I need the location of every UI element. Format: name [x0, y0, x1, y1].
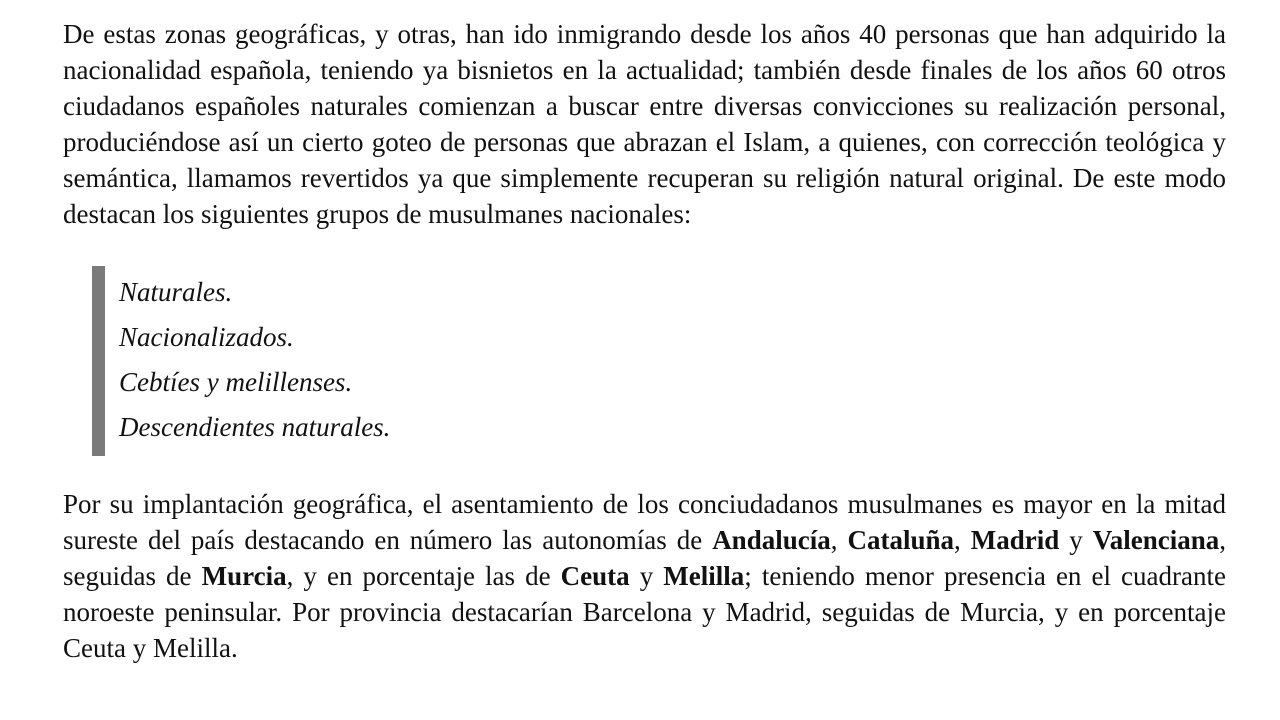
region-andalucia: Andalucía — [712, 525, 831, 555]
paragraph-text: y — [629, 561, 664, 591]
region-valenciana: Valenciana — [1092, 525, 1220, 555]
list-item: Naturales. — [119, 277, 233, 307]
paragraph-text: , — [954, 525, 971, 555]
region-melilla: Melilla — [663, 561, 745, 591]
region-murcia: Murcia — [201, 561, 287, 591]
groups-list — [92, 266, 1226, 456]
region-cataluna: Cataluña — [847, 525, 954, 555]
list-item: Descendientes naturales. — [119, 412, 391, 442]
paragraph-text: , — [830, 525, 848, 555]
list-item: Cebtíes y melillenses. — [119, 367, 353, 397]
region-ceuta: Ceuta — [560, 561, 630, 591]
paragraph-text: ; teniendo menor presencia en el cuadrante noroeste peninsular. Por provincia destacarían Barcelona y Madrid, seguidas de Murcia, y en porcentaje Ceuta y Melilla. — [63, 561, 1226, 663]
paragraph-text: , seguidas de — [63, 525, 1226, 591]
intro-paragraph: De estas zonas geográficas, y otras, han ido inmigrando desde los años 40 personas que han adquirido la nacionalidad española, teniendo ya bisnietos en la actualidad; también desde finales de los años 60 otros ciudadanos españoles naturales comienzan a buscar entre diversas convicciones su realización personal, produciéndose así un cierto goteo de personas que abrazan el Islam, a quienes, con corrección teológica y semántica, llamamos revertidos ya que simplemente recuperan su religión natural original. De este modo destacan los siguientes grupos de musulmanes nacionales: — [63, 19, 1226, 229]
geography-paragraph — [63, 486, 1226, 666]
paragraph-text: Por su implantación geográfica, el asentamiento de los conciudadanos musulmanes es mayor en la mitad sureste del país destacando en número las autonomías de — [63, 489, 1226, 555]
paragraph-text: , y en porcentaje las de — [286, 561, 561, 591]
paragraph-text: y — [1059, 525, 1093, 555]
region-madrid: Madrid — [970, 525, 1060, 555]
list-item: Nacionalizados. — [119, 322, 294, 352]
